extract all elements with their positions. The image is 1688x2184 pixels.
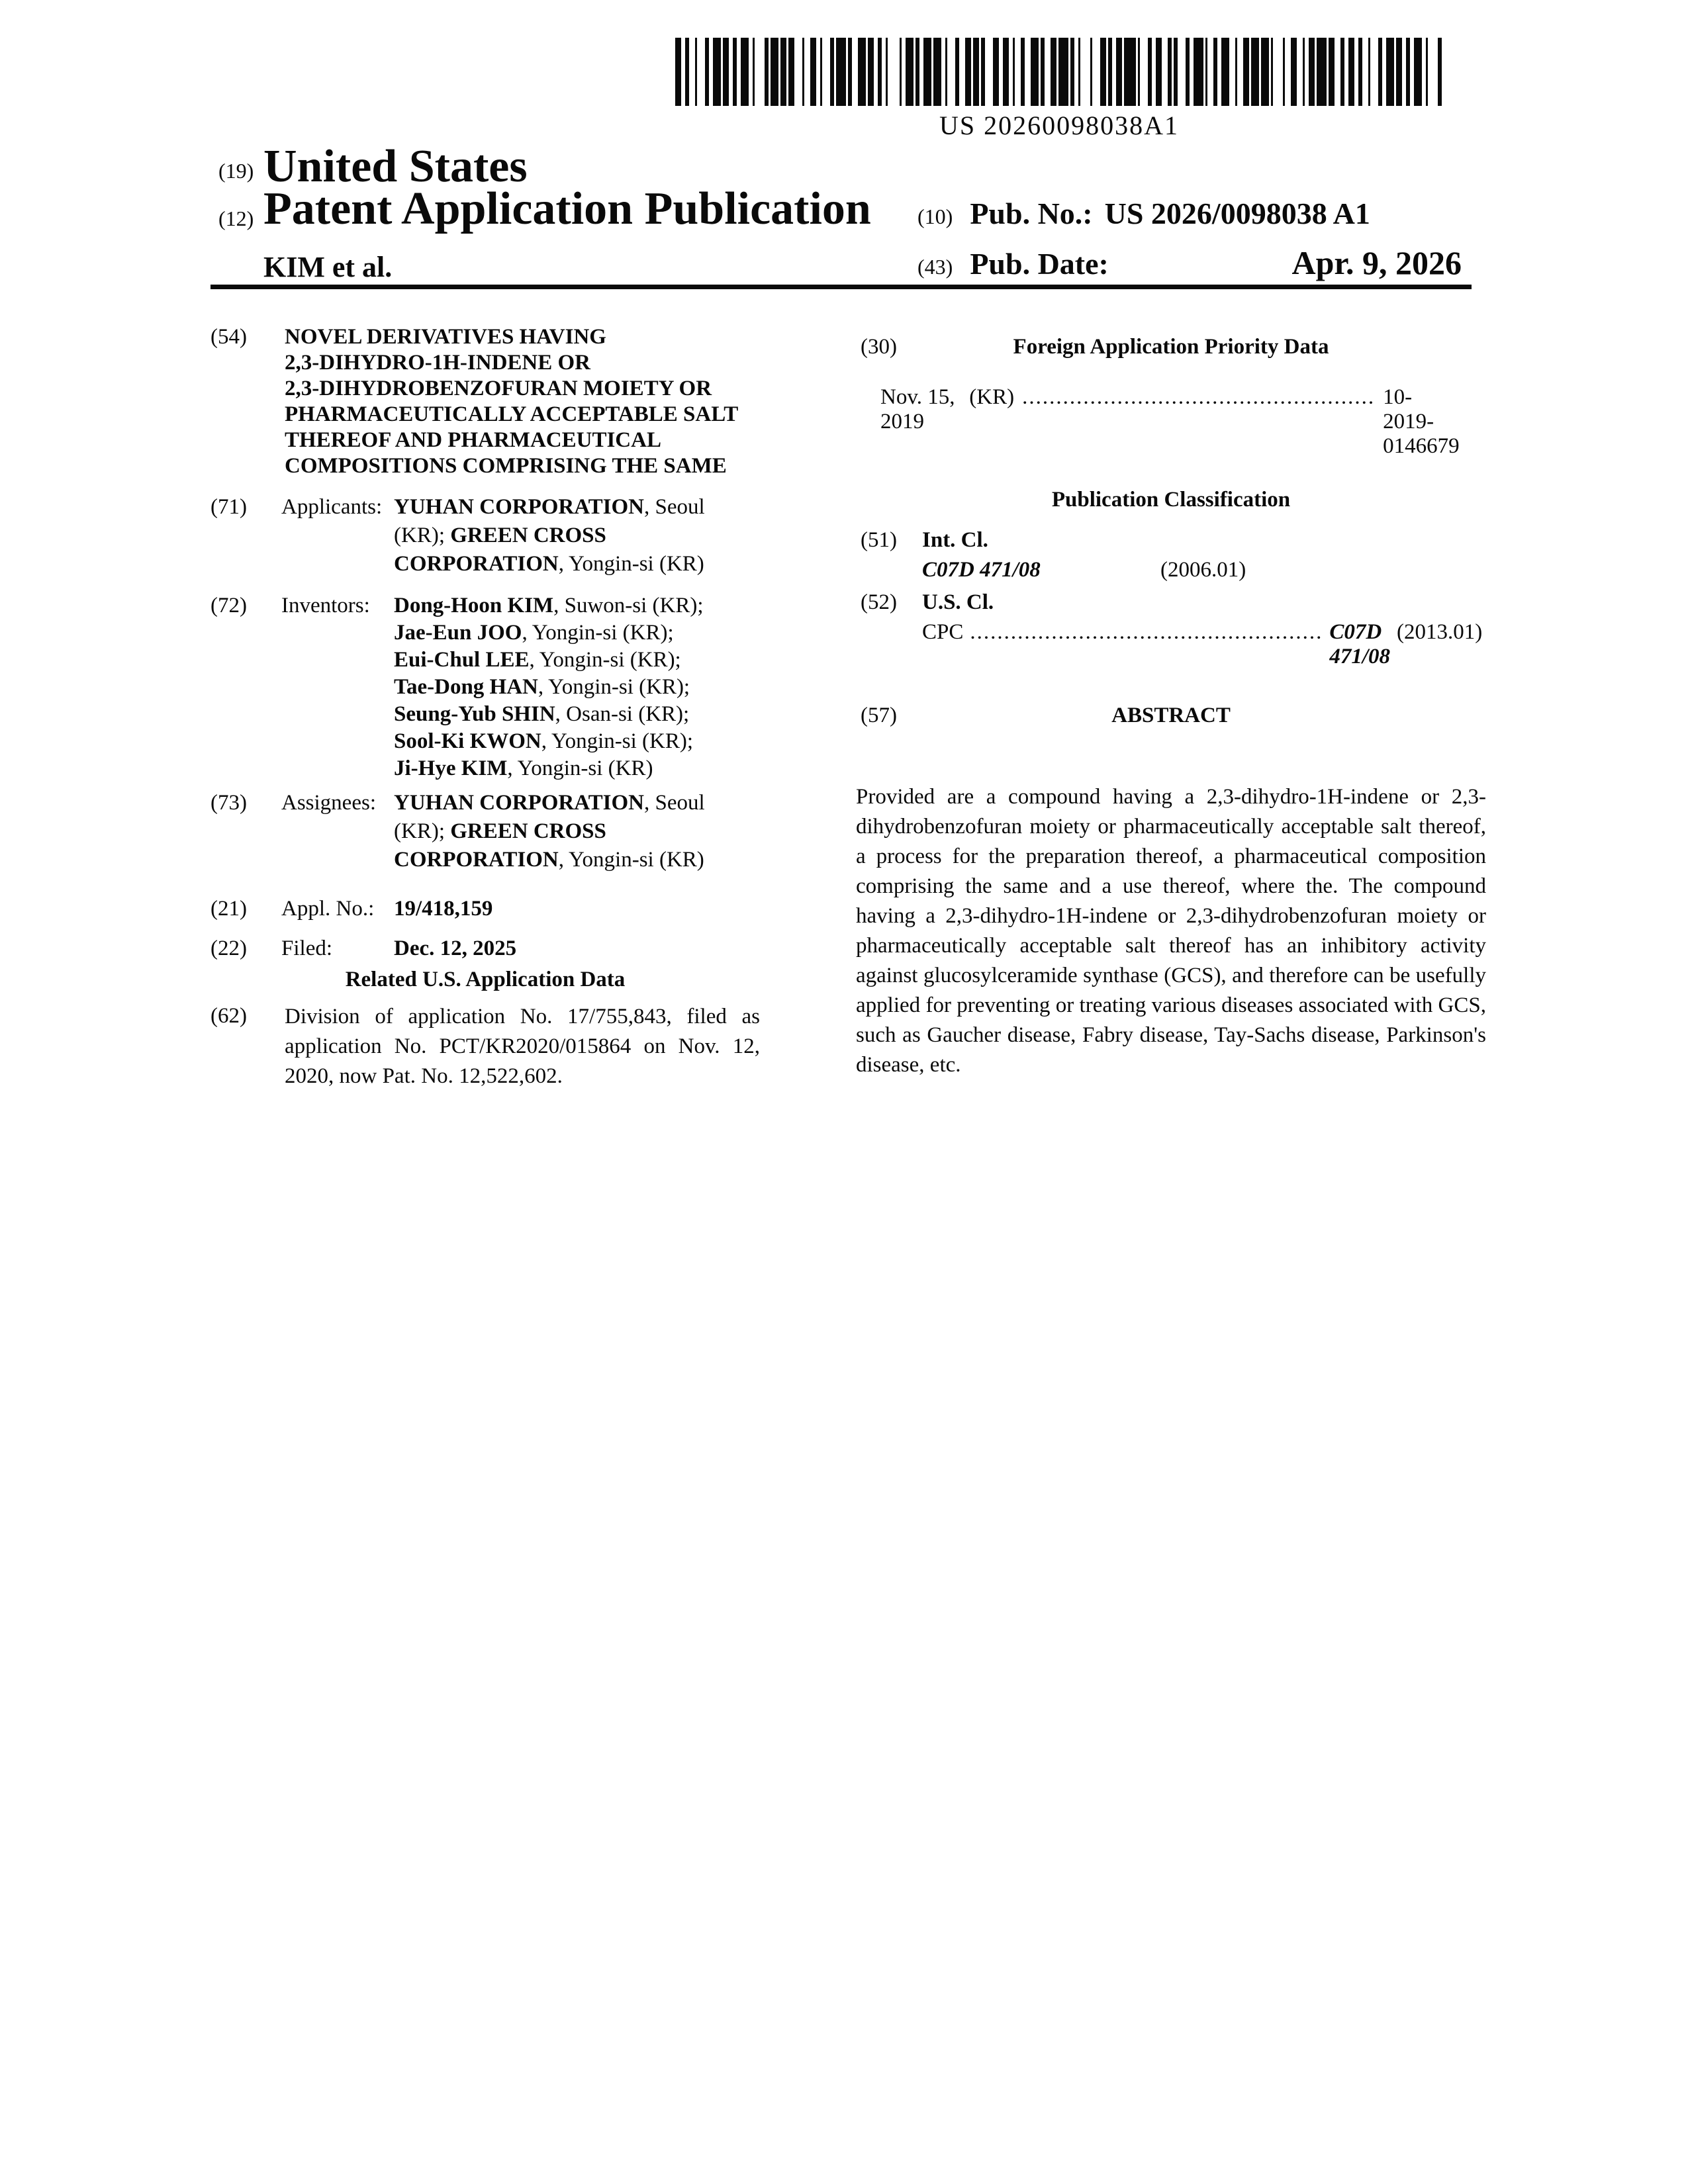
inventor-line: Jae-Eun JOO, Yongin-si (KR); <box>394 621 674 645</box>
applicants-list <box>394 493 760 578</box>
appl-no-tag-21: (21) <box>211 897 247 921</box>
appl-no-value: 19/418,159 <box>394 897 493 921</box>
priority-country: (KR) <box>969 385 1015 409</box>
applicant-line: (KR); GREEN CROSS <box>394 523 606 547</box>
inventors-list <box>394 592 760 782</box>
applicant-line: CORPORATION, Yongin-si (KR) <box>394 552 704 576</box>
barcode-image <box>675 38 1443 106</box>
priority-dot-leader: .................................................... <box>1022 385 1376 409</box>
applicants-tag-71: (71) <box>211 495 247 519</box>
inventor-line: Sool-Ki KWON, Yongin-si (KR); <box>394 729 693 753</box>
title-line: PHARMACEUTICALLY ACCEPTABLE SALT <box>285 402 739 426</box>
cpc-version: (2013.01) <box>1397 620 1483 644</box>
assignees-section <box>211 789 760 874</box>
title-line: THEREOF AND PHARMACEUTICAL <box>285 428 661 452</box>
foreign-priority-heading: Foreign Application Priority Data <box>1013 335 1329 359</box>
int-cl-version: (2006.01) <box>1160 558 1246 582</box>
inventor-line: Seung-Yub SHIN, Osan-si (KR); <box>394 702 690 726</box>
int-cl-code: C07D 471/08 <box>922 558 1041 582</box>
inventor-line: Ji-Hye KIM, Yongin-si (KR) <box>394 756 653 780</box>
foreign-priority-section <box>856 333 1486 361</box>
appl-no-label: Appl. No.: <box>281 897 375 921</box>
assignees-label: Assignees: <box>281 791 376 815</box>
title-line: 2,3-DIHYDRO-1H-INDENE OR <box>285 351 590 375</box>
pub-no-value: US 2026/0098038 A1 <box>1104 197 1370 230</box>
filed-value: Dec. 12, 2025 <box>394 936 517 960</box>
int-cl-section <box>856 526 1486 555</box>
inventors-label: Inventors: <box>281 594 370 617</box>
priority-date: Nov. 15, 2019 <box>880 385 955 433</box>
abstract-tag-57: (57) <box>861 704 897 727</box>
applicant-line: YUHAN CORPORATION, Seoul <box>394 495 705 519</box>
title-tag-54: (54) <box>211 325 247 349</box>
assignees-tag-73: (73) <box>211 791 247 815</box>
division-section <box>211 1002 760 1091</box>
cpc-dot-leader: .................................................... <box>970 620 1323 644</box>
kind-code-tag-19: (19) <box>218 159 254 183</box>
abstract-heading: ABSTRACT <box>1111 704 1231 727</box>
doc-type-tag-12: (12) <box>218 206 254 230</box>
application-number-section <box>211 895 760 923</box>
division-text: Division of application No. 17/755,843, filed as application No. PCT/KR2020/015864 on Nov. 12, 2020, now Pat. No. 12,522,602. <box>285 1005 760 1088</box>
priority-entry-row <box>880 385 1462 459</box>
inventor-line: Dong-Hoon KIM, Suwon-si (KR); <box>394 594 704 617</box>
int-cl-label: Int. Cl. <box>922 528 988 552</box>
title-section <box>211 324 760 479</box>
abstract-text: Provided are a compound having a 2,3-dihydro-1H-indene or 2,3-dihydrobenzofuran moiety or pharmaceutically acceptable salt thereof, a process for the preparation thereof, a pharmaceutical composition comprising the same and a use thereof, where the. The compound having a 2,3-dihydro-1H-indene or 2,3-dihydrobenzofuran moiety or pharmaceutically acceptable salt thereof has an inhibitory activity against glucosylceramide synthase (GCS), and therefore can be usefully applied for preventing or treating various diseases associated with GCS, such as Gaucher disease, Fabry disease, Tay-Sachs disease, Parkinson's disease, etc. <box>856 785 1486 1077</box>
int-cl-tag-51: (51) <box>861 528 897 552</box>
pub-date-tag-43: (43) <box>917 255 953 279</box>
us-cl-section <box>856 588 1486 617</box>
publication-classification-heading: Publication Classification <box>1051 488 1291 512</box>
pub-date-label: Pub. Date: <box>970 247 1109 281</box>
title-line: 2,3-DIHYDROBENZOFURAN MOIETY OR <box>285 377 712 400</box>
invention-title <box>285 324 760 479</box>
applicant-short-name: KIM et al. <box>263 251 393 283</box>
inventors-section <box>211 592 760 782</box>
publication-number-row <box>917 196 1462 231</box>
publication-date-row <box>917 244 1462 282</box>
cpc-entry <box>922 620 1483 669</box>
inventors-tag-72: (72) <box>211 594 247 617</box>
priority-tag-30: (30) <box>861 335 897 359</box>
country-title: United States <box>263 141 528 192</box>
filed-tag-22: (22) <box>211 936 247 960</box>
assignees-list <box>394 789 760 874</box>
us-cl-tag-52: (52) <box>861 590 897 614</box>
cpc-label: CPC <box>922 620 964 644</box>
inventor-line: Tae-Dong HAN, Yongin-si (KR); <box>394 675 690 699</box>
pub-no-tag-10: (10) <box>917 205 953 228</box>
filed-label: Filed: <box>281 936 333 960</box>
pub-no-label: Pub. No.: <box>970 197 1093 230</box>
applicants-label: Applicants: <box>281 495 383 519</box>
related-us-application-data-heading: Related U.S. Application Data <box>345 968 626 991</box>
int-cl-entry <box>922 558 1462 582</box>
us-cl-label: U.S. Cl. <box>922 590 994 614</box>
assignee-line: (KR); GREEN CROSS <box>394 819 606 843</box>
pub-date-value: Apr. 9, 2026 <box>1291 244 1462 281</box>
title-line: COMPOSITIONS COMPRISING THE SAME <box>285 454 727 478</box>
priority-number: 10-2019-0146679 <box>1383 385 1460 458</box>
title-line: NOVEL DERIVATIVES HAVING <box>285 325 606 349</box>
assignee-line: CORPORATION, Yongin-si (KR) <box>394 848 704 872</box>
filed-section <box>211 934 760 963</box>
applicants-section <box>211 493 760 578</box>
header-divider-rule <box>211 285 1472 289</box>
document-type-title: Patent Application Publication <box>263 183 871 234</box>
abstract-section <box>856 702 1486 730</box>
division-tag-62: (62) <box>211 1004 247 1028</box>
inventor-line: Eui-Chul LEE, Yongin-si (KR); <box>394 648 681 672</box>
cpc-code: C07D 471/08 <box>1329 620 1391 668</box>
barcode-text: US 20260098038A1 <box>939 111 1180 140</box>
assignee-line: YUHAN CORPORATION, Seoul <box>394 791 705 815</box>
